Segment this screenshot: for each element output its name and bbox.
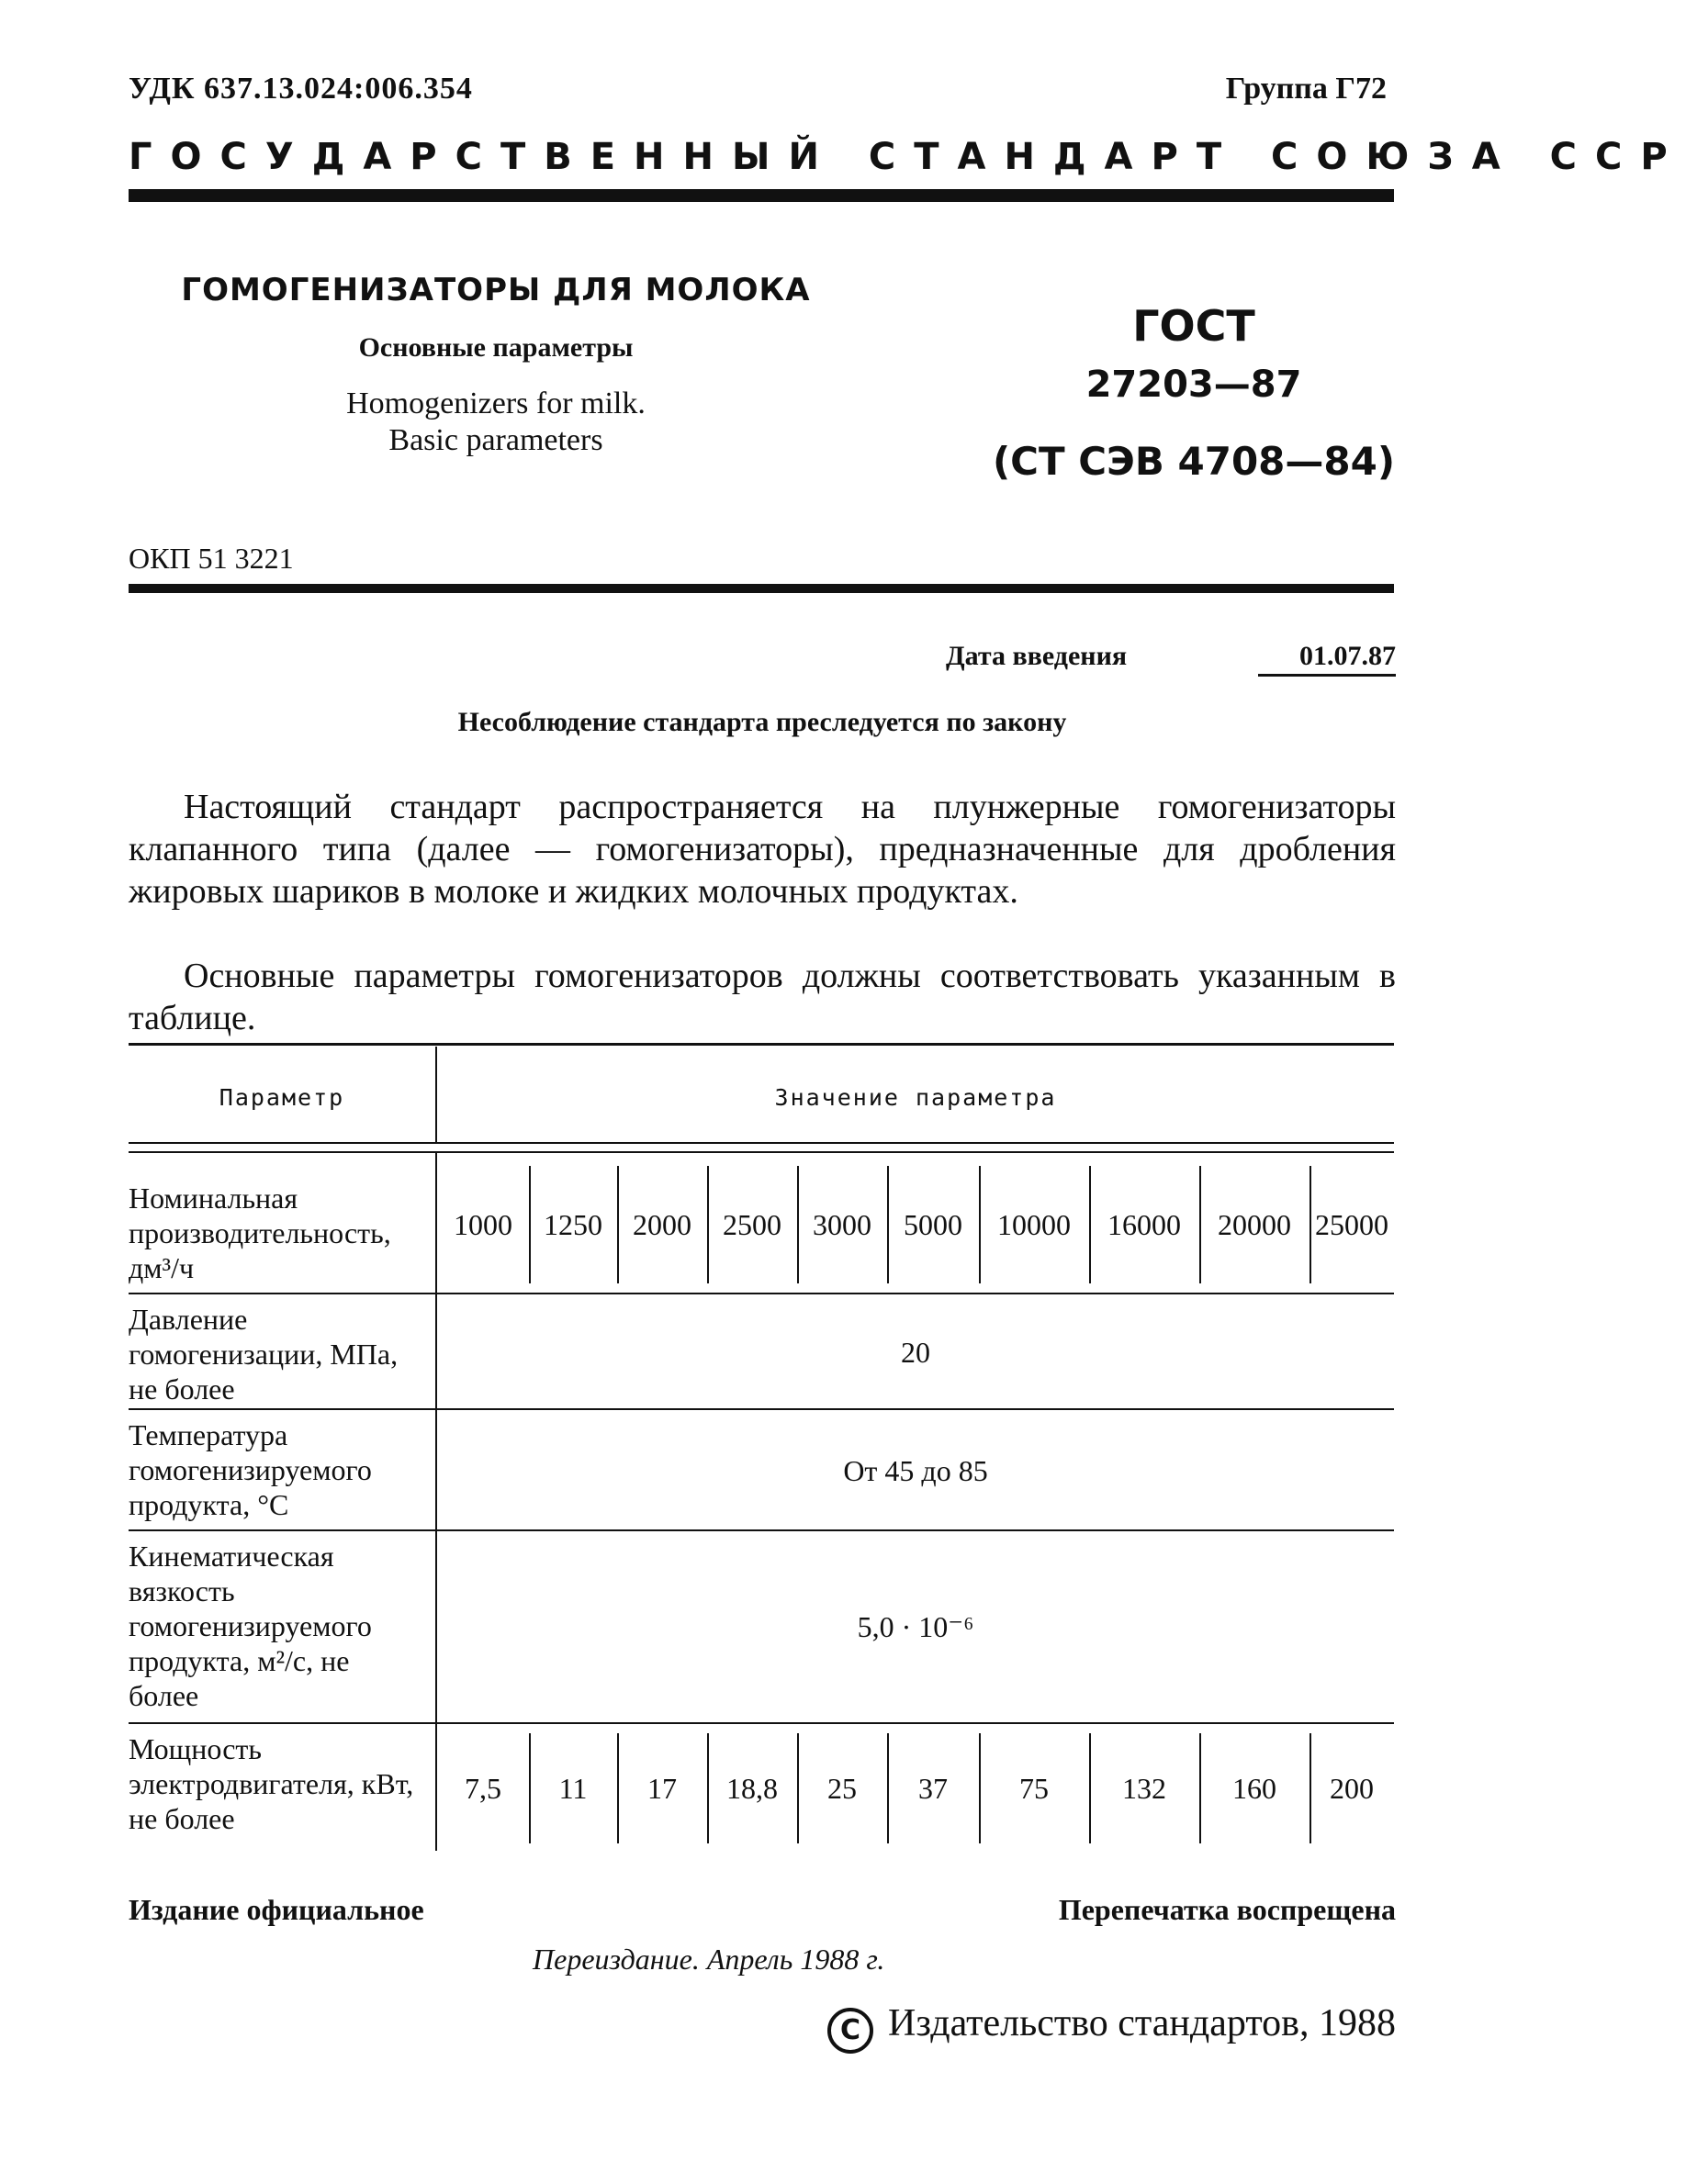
power-divider: [617, 1733, 619, 1843]
cmea-standard: (СТ СЭВ 4708—84): [992, 439, 1396, 484]
capacity-value: 20000: [1218, 1207, 1291, 1241]
row-capacity-label: Номинальная производительность, дм³/ч: [129, 1182, 391, 1284]
capacity-value: 25000: [1315, 1207, 1388, 1241]
header-rule: [129, 189, 1394, 202]
power-value: 37: [918, 1771, 948, 1805]
intro-date-value: 01.07.87: [1258, 641, 1396, 677]
capacity-value: 5000: [904, 1207, 962, 1241]
power-divider: [1089, 1733, 1091, 1843]
row-viscosity-value: 5,0 · 10⁻⁶: [857, 1610, 974, 1643]
legal-notice: Несоблюдение стандарта преследуется по закону: [457, 707, 1067, 737]
capacity-value: 3000: [813, 1207, 871, 1241]
power-value: 200: [1330, 1771, 1374, 1805]
english-title-line2: Basic parameters: [388, 423, 603, 457]
power-value: 7,5: [465, 1771, 501, 1805]
capacity-divider: [707, 1166, 709, 1283]
capacity-divider: [797, 1166, 799, 1283]
paragraph-parameters-text: Основные параметры гомогенизаторов должны соответствовать указанным в таблице.: [129, 957, 1396, 1037]
capacity-value: 10000: [997, 1207, 1071, 1241]
title-rule: [129, 584, 1394, 593]
table-top-rule: [129, 1043, 1394, 1046]
power-value: 18,8: [726, 1771, 778, 1805]
table-head-rule2: [129, 1151, 1394, 1153]
state-standard-heading: ГОСУДАРСТВЕННЫЙ СТАНДАРТ СОЮЗА ССР: [129, 136, 1686, 178]
reprint-prohibited: Перепечатка воспрещена: [1058, 1893, 1396, 1926]
official-edition: Издание официальное: [129, 1893, 424, 1926]
english-title: [129, 386, 863, 459]
paragraph-scope-text: Настоящий стандарт распространяется на плунжерные гомогенизаторы клапанного типа (далее — гомогенизаторы), предназначенные для дробления жировых шариков в молоке и жидких молочных продуктах.: [129, 788, 1396, 911]
capacity-divider: [617, 1166, 619, 1283]
capacity-divider: [1089, 1166, 1091, 1283]
capacity-value: 2000: [633, 1207, 691, 1241]
power-value: 25: [827, 1771, 857, 1805]
gost-label: ГОСТ: [1132, 301, 1255, 351]
publisher-line: [827, 2001, 1396, 2054]
capacity-divider: [887, 1166, 889, 1283]
power-value: 11: [558, 1771, 588, 1805]
capacity-value: 1000: [454, 1207, 512, 1241]
power-divider: [529, 1733, 531, 1843]
table-label-divider: [435, 1153, 437, 1851]
row-viscosity-label: Кинематическая вязкость гомогенизируемого продукта, м²/с, не более: [129, 1540, 372, 1712]
capacity-divider: [1199, 1166, 1201, 1283]
power-divider: [797, 1733, 799, 1843]
table-head-rule1: [129, 1142, 1394, 1144]
row-power-label: Мощность электродвигателя, кВт, не более: [129, 1732, 414, 1835]
publisher-name: Издательство стандартов, 1988: [888, 2002, 1396, 2044]
row-pressure-value: 20: [901, 1335, 930, 1369]
okp-code: ОКП 51 3221: [129, 542, 294, 575]
power-value: 75: [1019, 1771, 1049, 1805]
row-pressure-label: Давление гомогенизации, МПа, не более: [129, 1303, 399, 1406]
english-title-line1: Homogenizers for milk.: [346, 386, 646, 420]
power-divider: [707, 1733, 709, 1843]
power-divider: [1309, 1733, 1311, 1843]
copyright-icon: C: [827, 2008, 873, 2054]
intro-date-label: Дата введения: [946, 641, 1128, 671]
udk-code: УДК 637.13.024:006.354: [129, 72, 473, 106]
capacity-value: 1250: [544, 1207, 602, 1241]
document-title: ГОМОГЕНИЗАТОРЫ ДЛЯ МОЛОКА: [181, 272, 811, 308]
table-header-parameter: Параметр: [219, 1083, 345, 1111]
group-code: Группа Г72: [1225, 72, 1387, 106]
gost-number: 27203—87: [1085, 364, 1302, 406]
paragraph-parameters: [129, 955, 1396, 1039]
document-subtitle: Основные параметры: [358, 332, 634, 363]
row-rule-4: [129, 1722, 1394, 1724]
row-temperature-label: Температура гомогенизируемого продукта, °С: [129, 1418, 372, 1521]
capacity-divider: [1309, 1166, 1311, 1283]
table-header-value: Значение параметра: [774, 1083, 1057, 1111]
paragraph-scope: [129, 786, 1396, 913]
reissue-note: Переиздание. Апрель 1988 г.: [533, 1943, 885, 1976]
power-divider: [979, 1733, 981, 1843]
capacity-value: 16000: [1107, 1207, 1181, 1241]
capacity-divider: [529, 1166, 531, 1283]
row-rule-2: [129, 1408, 1394, 1410]
power-divider: [1199, 1733, 1201, 1843]
power-value: 132: [1122, 1771, 1166, 1805]
capacity-divider: [979, 1166, 981, 1283]
power-divider: [887, 1733, 889, 1843]
power-value: 160: [1232, 1771, 1276, 1805]
row-temperature-value: От 45 до 85: [843, 1453, 988, 1487]
power-value: 17: [647, 1771, 677, 1805]
row-rule-1: [129, 1293, 1394, 1294]
row-rule-3: [129, 1529, 1394, 1531]
capacity-value: 2500: [723, 1207, 781, 1241]
